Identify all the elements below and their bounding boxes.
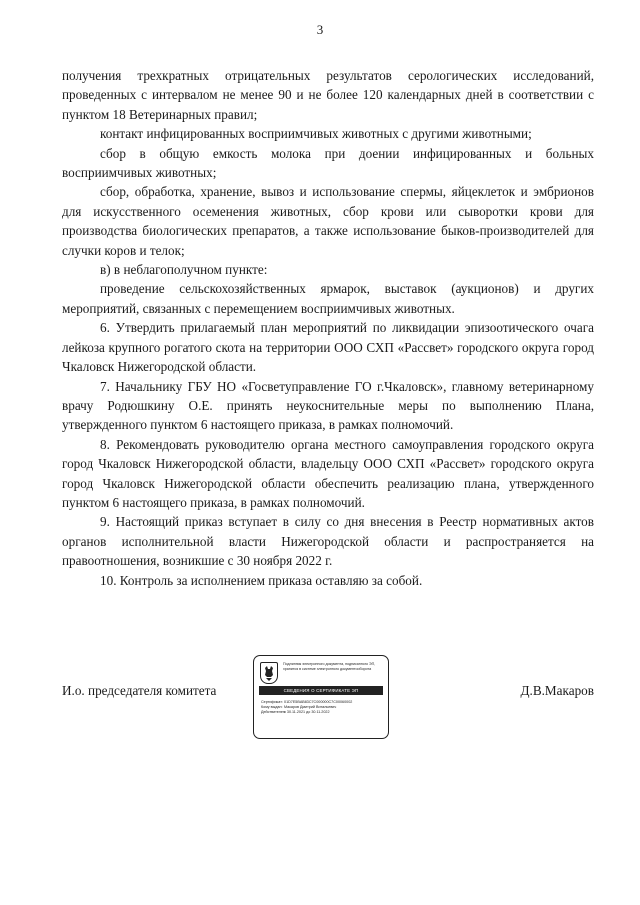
paragraph: 8. Рекомендовать руководителю органа местного самоуправления городского округа город Чкаловск Нижегородской области, владельцу ООО СХП «Рассвет» городского округа город Чкаловск Нижегородской области обеспечить реализацию плана, утвержденного пунктом 6 настоящего приказа, в рамках полномочий. [62, 436, 594, 510]
paragraph: сбор в общую емкость молока при доении инфицированных и больных восприимчивых животных; [62, 145, 594, 181]
paragraph: сбор, обработка, хранение, вывоз и использование спермы, яйцеклеток и эмбрионов для искусственного осеменения животных, сбор крови или сыворотки крови для производства биологических препаратов, а также использование быков-производителей для случки коров и телок; [62, 184, 594, 258]
paragraph: контакт инфицированных восприимчивых животных с другими животными; [100, 126, 532, 142]
stamp-header: СВЕДЕНИЯ О СЕРТИФИКАТЕ ЭП [259, 686, 383, 695]
signature-block [62, 655, 594, 745]
paragraph: получения трехкратных отрицательных результатов серологических исследований, проведенных с интервалом не менее 90 и не более 120 календарных дней в соответствии с пунктом 18 Ветеринарных правил; [62, 68, 594, 122]
certificate-value: 01D7E5BAB83C7C000000C7C00060002 [284, 700, 353, 704]
paragraph: в) в неблагополучном пункте: [100, 262, 268, 278]
issued-to-label: Кому выдан: [261, 705, 283, 709]
paragraph: 7. Начальнику ГБУ НО «Госветуправление ГО г.Чкаловск», главному ветеринарному врачу Родюшкину О.Е. принять неукоснительные меры по выполнению Плана, утвержденного пунктом 6 настоящего приказа, в рамках полномочий. [62, 378, 594, 433]
paragraph: 9. Настоящий приказ вступает в силу со дня внесения в Реестр нормативных актов органов исполнительной власти Нижегородской области и распространяется на правоотношения, возникшие с 30 ноября 2022 г. [62, 514, 594, 569]
deer-emblem-icon [260, 662, 278, 684]
page-number: 3 [316, 22, 324, 37]
paragraph: 6. Утвердить прилагаемый план мероприятий по ликвидации эпизоотического очага лейкоза крупного рогатого скота на территории ООО СХП «Рассвет» городского округа город Чкаловск Нижегородской области. [62, 320, 594, 375]
stamp-details [261, 700, 385, 715]
certificate-label: Сертификат: [261, 700, 283, 704]
document-body [62, 66, 594, 590]
signatory-name: Д.В.Макаров [520, 683, 594, 698]
e-signature-stamp [253, 655, 389, 739]
valid-label: Действителен: [261, 710, 286, 714]
paragraph: 10. Контроль за исполнением приказа оставляю за собой. [100, 572, 423, 588]
issued-to-value: Макаров Дмитрий Витальевич [284, 705, 337, 709]
stamp-notice: Подлинник электронного документа, подписанного ЭП, хранится в системе электронного документооборота [283, 662, 376, 671]
signatory-position: И.о. председателя комитета [62, 683, 217, 698]
valid-value: с 30.11.2021 до 30.11.2022 [284, 710, 330, 714]
paragraph: проведение сельскохозяйственных ярмарок, выставок (аукционов) и других мероприятий, связанных с перемещением восприимчивых животных. [62, 281, 594, 316]
